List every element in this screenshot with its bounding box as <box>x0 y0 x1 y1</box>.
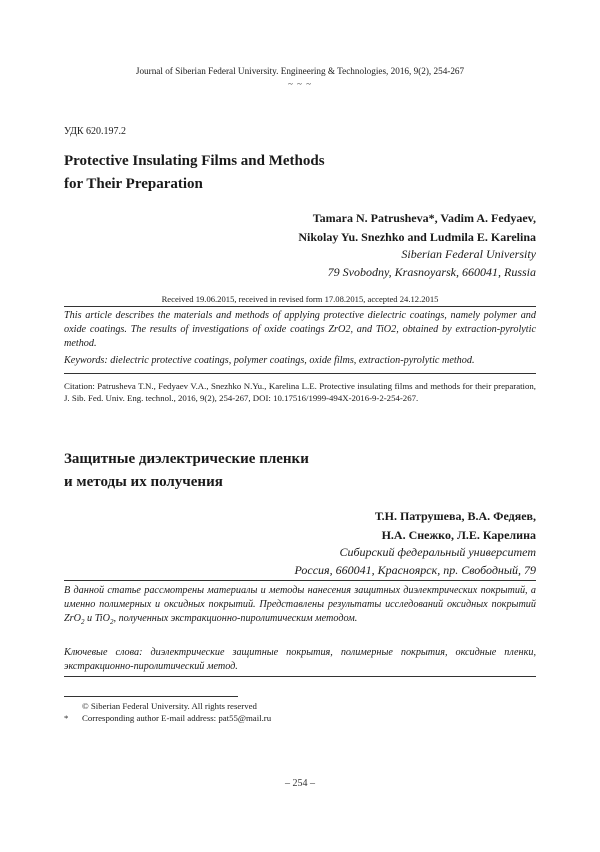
russian-affiliation <box>295 543 537 579</box>
english-title-line-1: Protective Insulating Films and Methods <box>64 153 325 169</box>
citation-top-rule <box>64 373 536 374</box>
header-separator: ~ ~ ~ <box>287 79 313 89</box>
russian-authors-line-2: Н.А. Снежко, Л.Е. Карелина <box>381 528 536 542</box>
page-number: – 254 – <box>285 778 315 789</box>
english-authors-line-1: Tamara N. Patrusheva*, Vadim A. Fedyaev, <box>312 211 536 225</box>
russian-title-line-1: Защитные диэлектрические пленки <box>64 451 309 467</box>
english-affiliation-address: 79 Svobodny, Krasnoyarsk, 660041, Russia <box>327 265 536 279</box>
russian-abstract <box>64 584 536 629</box>
english-keywords: Keywords: dielectric protective coatings, polymer coatings, oxide films, extraction-pyrolytic method. <box>64 355 475 366</box>
footnote-corresponding <box>64 712 271 724</box>
russian-abstract-sub-2: 2 <box>109 618 114 627</box>
english-authors-line-2: Nikolay Yu. Snezhko and Ludmila E. Karelina <box>298 230 536 244</box>
russian-abstract-part-2: и TiO <box>84 613 110 624</box>
english-abstract: This article describes the materials and methods of applying protective dielectric coatings, namely polymer and oxide coatings. The results of investigations of oxide coatings ZrO2, and TiO2, obtained by extraction-pyrolytic method. <box>64 310 536 349</box>
abstract-top-rule <box>64 306 536 307</box>
footnote-copyright <box>64 700 257 712</box>
russian-keywords-bottom-rule <box>64 676 536 677</box>
received-dates: Received 19.06.2015, received in revised form 17.08.2015, accepted 24.12.2015 <box>161 294 439 304</box>
english-title <box>64 150 325 196</box>
copyright-text: © Siberian Federal University. All rights reserved <box>82 701 257 711</box>
russian-affiliation-name: Сибирский федеральный университет <box>339 545 536 559</box>
russian-authors-line-1: Т.Н. Патрушева, В.А. Федяев, <box>374 509 536 523</box>
journal-header: Journal of Siberian Federal University. Engineering & Technologies, 2016, 9(2), 254-267 <box>135 66 465 76</box>
russian-authors <box>375 507 536 545</box>
english-affiliation-name: Siberian Federal University <box>401 247 536 261</box>
english-title-line-2: for Their Preparation <box>64 176 203 192</box>
russian-abstract-sub-1: 2 <box>81 618 85 627</box>
russian-abstract-part-1: В данной статье рассмотрены материалы и методы нанесения защитных диэлектрических покрытий, а именно полимерных и оксидных покрытий. Представлены результаты исследований оксидных покрытий ZrO <box>64 585 536 624</box>
russian-title <box>64 448 309 494</box>
russian-abstract-top-rule <box>64 580 536 581</box>
english-authors <box>298 209 536 247</box>
asterisk-mark: * <box>64 713 69 723</box>
russian-affiliation-address: Россия, 660041, Красноярск, пр. Свободный, 79 <box>294 563 536 577</box>
russian-abstract-part-3: , полученных экстракционно-пиролитическим методом. <box>113 613 358 624</box>
udk-code: УДК 620.197.2 <box>64 126 127 137</box>
corresponding-text: Corresponding author E-mail address: pat55@mail.ru <box>82 713 272 723</box>
russian-keywords: Ключевые слова: диэлектрические защитные покрытия, полимерные покрытия, оксидные пленки, экстракционно-пиролитический метод. <box>64 647 536 672</box>
citation: Citation: Patrusheva T.N., Fedyaev V.A., Snezhko N.Yu., Karelina L.E. Protective insulating films and methods for their preparation, J. Sib. Fed. Univ. Eng. technol., 2016, 9(2), 254-267, DOI: 10.17516/1999-494X-2016-9-2-254-267. <box>64 381 536 403</box>
russian-title-line-2: и методы их получения <box>64 474 223 490</box>
footnote-rule <box>64 696 238 697</box>
english-affiliation <box>328 245 536 281</box>
